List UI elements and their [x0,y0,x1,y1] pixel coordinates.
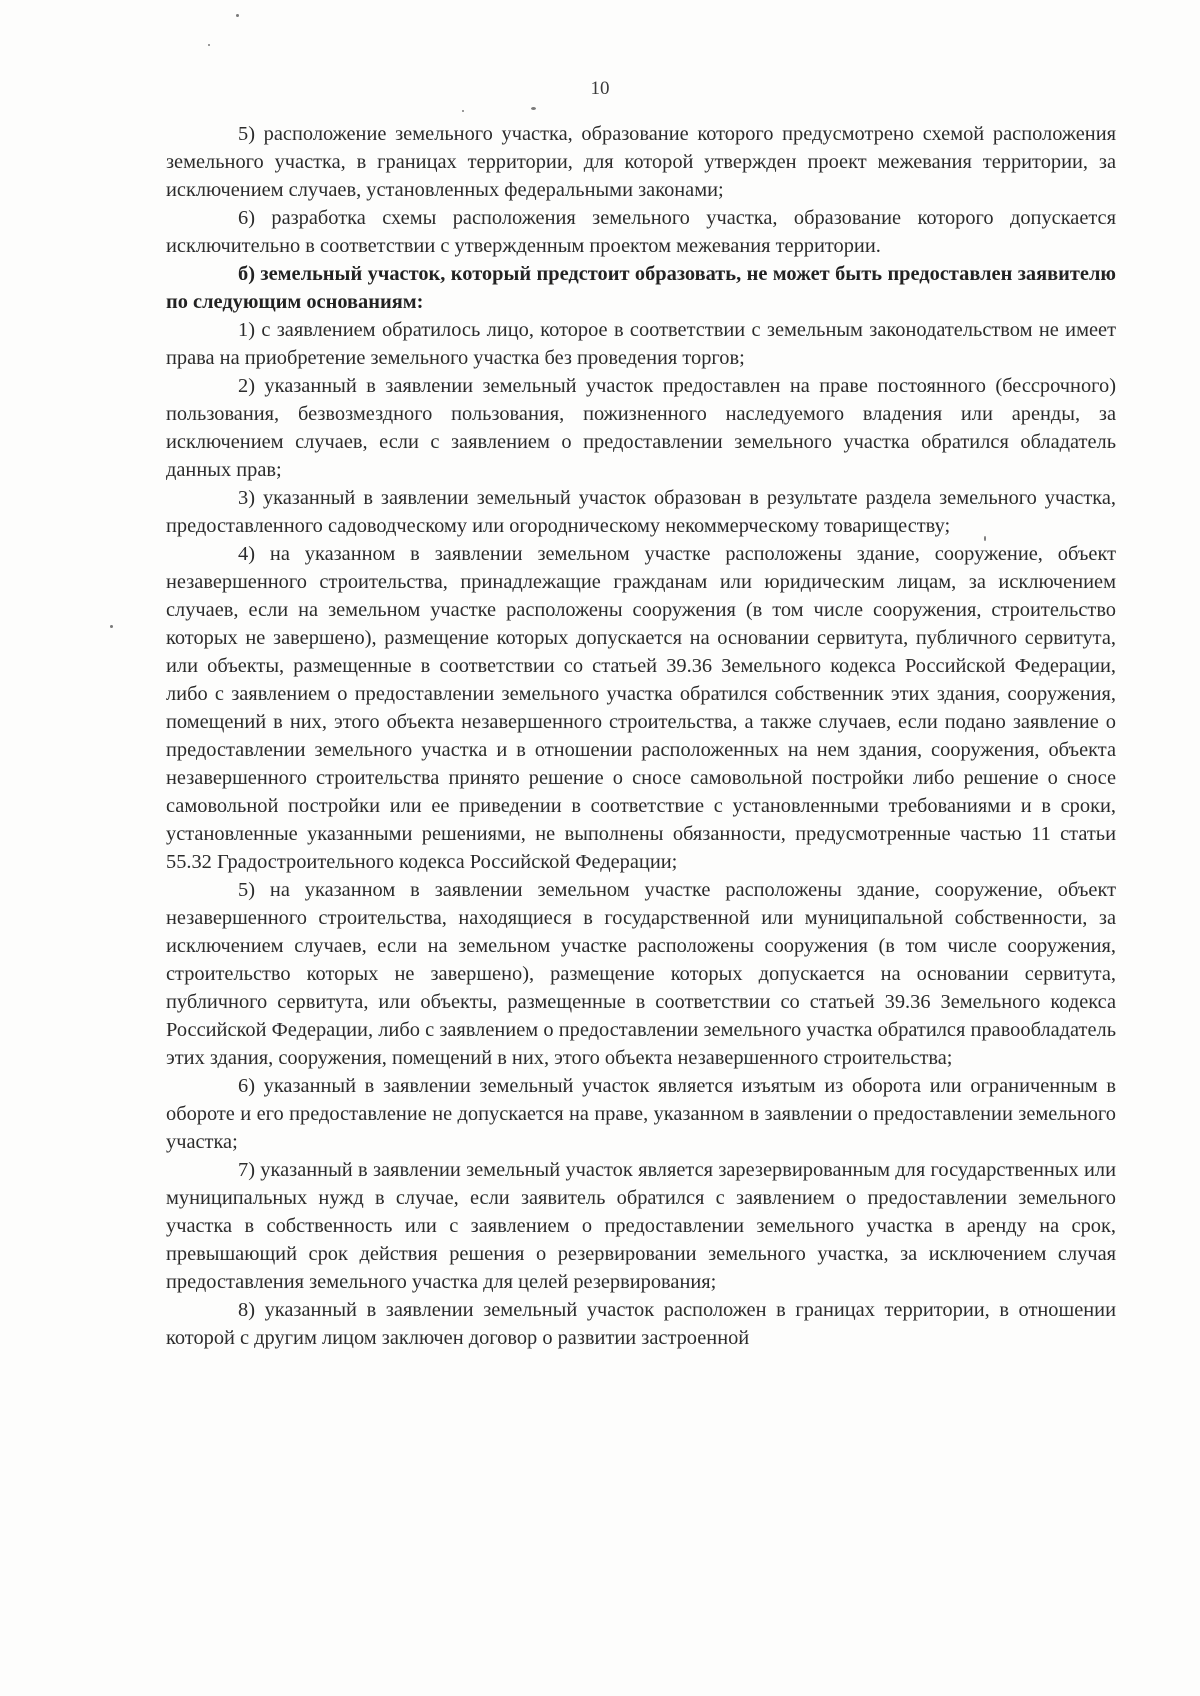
paragraph-ground-2: 2) указанный в заявлении земельный участок предоставлен на праве постоянного (бессрочного) пользования, безвозмездного пользования, пожизненного наследуемого владения или аренды, за исключением случаев, если с заявлением о предоставлении земельного участка обратился обладатель данных прав; [166,375,1116,481]
paragraph-ground-1: 1) с заявлением обратилось лицо, которое в соответствии с земельным законодательством не имеет права на приобретение земельного участка без проведения торгов; [166,319,1116,369]
paragraph-ground-4: 4) на указанном в заявлении земельном участке расположены здание, сооружение, объект незавершенного строительства, принадлежащие гражданам или юридическим лицам, за исключением случаев, если на земельном участке расположены сооружения (в том числе сооружения, строительство которых не завершено), размещение которых допускается на основании сервитута, публичного сервитута, или объекты, размещенные в соответствии со статьей 39.36 Земельного кодекса Российской Федерации, либо с заявлением о предоставлении земельного участка обратился собственник этих здания, сооружения, помещений в них, этого объекта незавершенного строительства, а также случаев, если подано заявление о предоставлении земельного участка и в отношении расположенных на нем здания, сооружения, объекта незавершенного строительства принято решение о сносе самовольной постройки либо решение о сносе самовольной постройки или ее приведении в соответствие с установленными требованиями и в сроки, установленные указанными решениями, не выполнены обязанности, предусмотренные частью 11 статьи 55.32 Градостроительного кодекса Российской Федерации; [166,543,1116,873]
scan-speck [208,44,210,46]
scan-speck [462,110,464,112]
scan-speck [236,14,239,17]
paragraph-item-5-layout-in-territory: 5) расположение земельного участка, образование которого предусмотрено схемой расположения земельного участка, в границах территории, для которой утвержден проект межевания территории, за исключением случаев, установленных федеральными законами; [166,123,1116,201]
document-body [166,120,1116,1352]
paragraph-ground-7: 7) указанный в заявлении земельный участок является зарезервированным для государственных или муниципальных нужд в случае, если заявитель обратился с заявлением о предоставлении земельного участка в собственность или с заявлением о предоставлении земельного участка в аренду на срок, превышающий срок действия решения о резервировании земельного участка, за исключением случая предоставления земельного участка для целей резервирования; [166,1159,1116,1293]
scan-speck [110,625,113,628]
paragraph-ground-6: 6) указанный в заявлении земельный участок является изъятым из оборота или ограниченным в обороте и его предоставление не допускается на праве, указанном в заявлении о предоставлении земельного участка; [166,1075,1116,1153]
page-number: 10 [590,78,610,99]
section-heading-b: б) земельный участок, который предстоит образовать, не может быть предоставлен заявителю по следующим основаниям: [166,263,1116,313]
scan-speck [531,107,536,110]
paragraph-ground-3: 3) указанный в заявлении земельный участок образован в результате раздела земельного участка, предоставленного садоводческому или огородническому некоммерческому товариществу; [166,487,1116,537]
paragraph-item-6-scheme-development: 6) разработка схемы расположения земельного участка, образование которого допускается исключительно в соответствии с утвержденным проектом межевания территории. [166,207,1116,257]
paragraph-ground-5: 5) на указанном в заявлении земельном участке расположены здание, сооружение, объект незавершенного строительства, находящиеся в государственной или муниципальной собственности, за исключением случаев, если на земельном участке расположены сооружения (в том числе сооружения, строительство которых не завершено), размещение которых допускается на основании сервитута, публичного сервитута, или объекты, размещенные в соответствии со статьей 39.36 Земельного кодекса Российской Федерации, либо с заявлением о предоставлении земельного участка обратился правообладатель этих здания, сооружения, помещений в них, этого объекта незавершенного строительства; [166,879,1116,1069]
paragraph-ground-8: 8) указанный в заявлении земельный участок расположен в границах территории, в отношении которой с другим лицом заключен договор о развитии застроенной [166,1299,1116,1349]
